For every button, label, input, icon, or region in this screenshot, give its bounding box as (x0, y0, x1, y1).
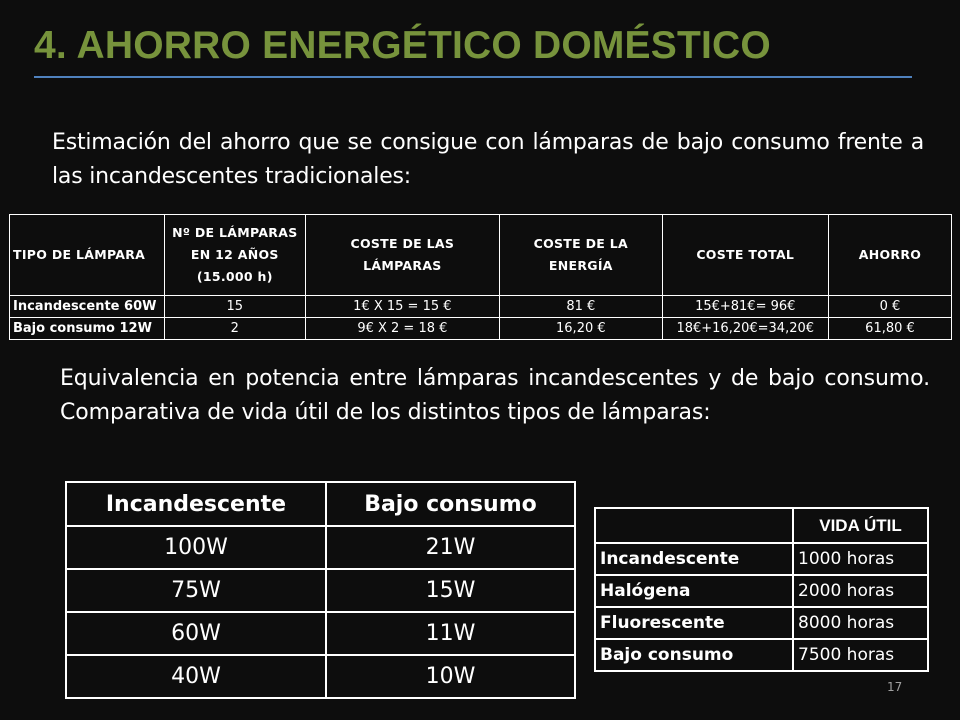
lifespan-table-header (595, 508, 928, 543)
table-row (66, 526, 575, 569)
header-cell: Bajo consumo (326, 482, 575, 526)
table-cell: 0 € (828, 296, 951, 318)
power-equivalence-table (65, 481, 576, 699)
table-cell: Incandescente 60W (10, 296, 165, 318)
table-cell: 81 € (500, 296, 662, 318)
table-row (595, 543, 928, 575)
table-cell: 8000 horas (793, 607, 928, 639)
table-cell: 10W (326, 655, 575, 698)
table-row (66, 569, 575, 612)
table-cell: Bajo consumo 12W (10, 318, 165, 340)
table-row (66, 612, 575, 655)
header-cell: COSTE TOTAL (662, 215, 828, 296)
equivalence-paragraph: Equivalencia en potencia entre lámparas incandescentes y de bajo consumo. Comparativa de vida útil de los distintos tipos de lámparas: (60, 366, 930, 425)
table-cell: 15€+81€= 96€ (662, 296, 828, 318)
table-cell: Fluorescente (595, 607, 793, 639)
table-cell: 2000 horas (793, 575, 928, 607)
savings-table-header (10, 215, 952, 296)
table-row (10, 318, 952, 340)
table-cell: Bajo consumo (595, 639, 793, 671)
savings-table (9, 214, 952, 340)
header-cell: AHORRO (828, 215, 951, 296)
table-cell: 16,20 € (500, 318, 662, 340)
table-cell: 61,80 € (828, 318, 951, 340)
table-cell: Incandescente (595, 543, 793, 575)
intro-paragraph: Estimación del ahorro que se consigue con lámparas de bajo consumo frente a las incandescentes tradicionales: (52, 130, 924, 189)
page-number: 17 (887, 680, 903, 694)
table-row (595, 639, 928, 671)
title-underline (34, 76, 912, 78)
table-row (595, 575, 928, 607)
table-cell: 100W (66, 526, 326, 569)
table-row (10, 296, 952, 318)
table-cell: 11W (326, 612, 575, 655)
header-cell: Incandescente (66, 482, 326, 526)
table-cell: 2 (165, 318, 306, 340)
table-cell: 40W (66, 655, 326, 698)
table-cell: 9€ X 2 = 18 € (305, 318, 500, 340)
table-cell: 60W (66, 612, 326, 655)
header-cell: VIDA ÚTIL (793, 508, 928, 543)
slide-title: 4. AHORRO ENERGÉTICO DOMÉSTICO (34, 24, 771, 67)
table-cell: Halógena (595, 575, 793, 607)
table-cell: 18€+16,20€=34,20€ (662, 318, 828, 340)
header-cell: COSTE DE LA ENERGÍA (500, 215, 662, 296)
table-cell: 75W (66, 569, 326, 612)
table-cell: 1000 horas (793, 543, 928, 575)
lifespan-table (594, 507, 929, 672)
table-cell: 15 (165, 296, 306, 318)
table-cell: 7500 horas (793, 639, 928, 671)
header-cell: TIPO DE LÁMPARA (10, 215, 165, 296)
table-cell: 1€ X 15 = 15 € (305, 296, 500, 318)
table-row (595, 607, 928, 639)
header-cell (595, 508, 793, 543)
table-cell: 15W (326, 569, 575, 612)
power-table-header (66, 482, 575, 526)
header-cell: COSTE DE LAS LÁMPARAS (305, 215, 500, 296)
header-cell: Nº DE LÁMPARAS EN 12 AÑOS (15.000 h) (165, 215, 306, 296)
table-cell: 21W (326, 526, 575, 569)
table-row (66, 655, 575, 698)
